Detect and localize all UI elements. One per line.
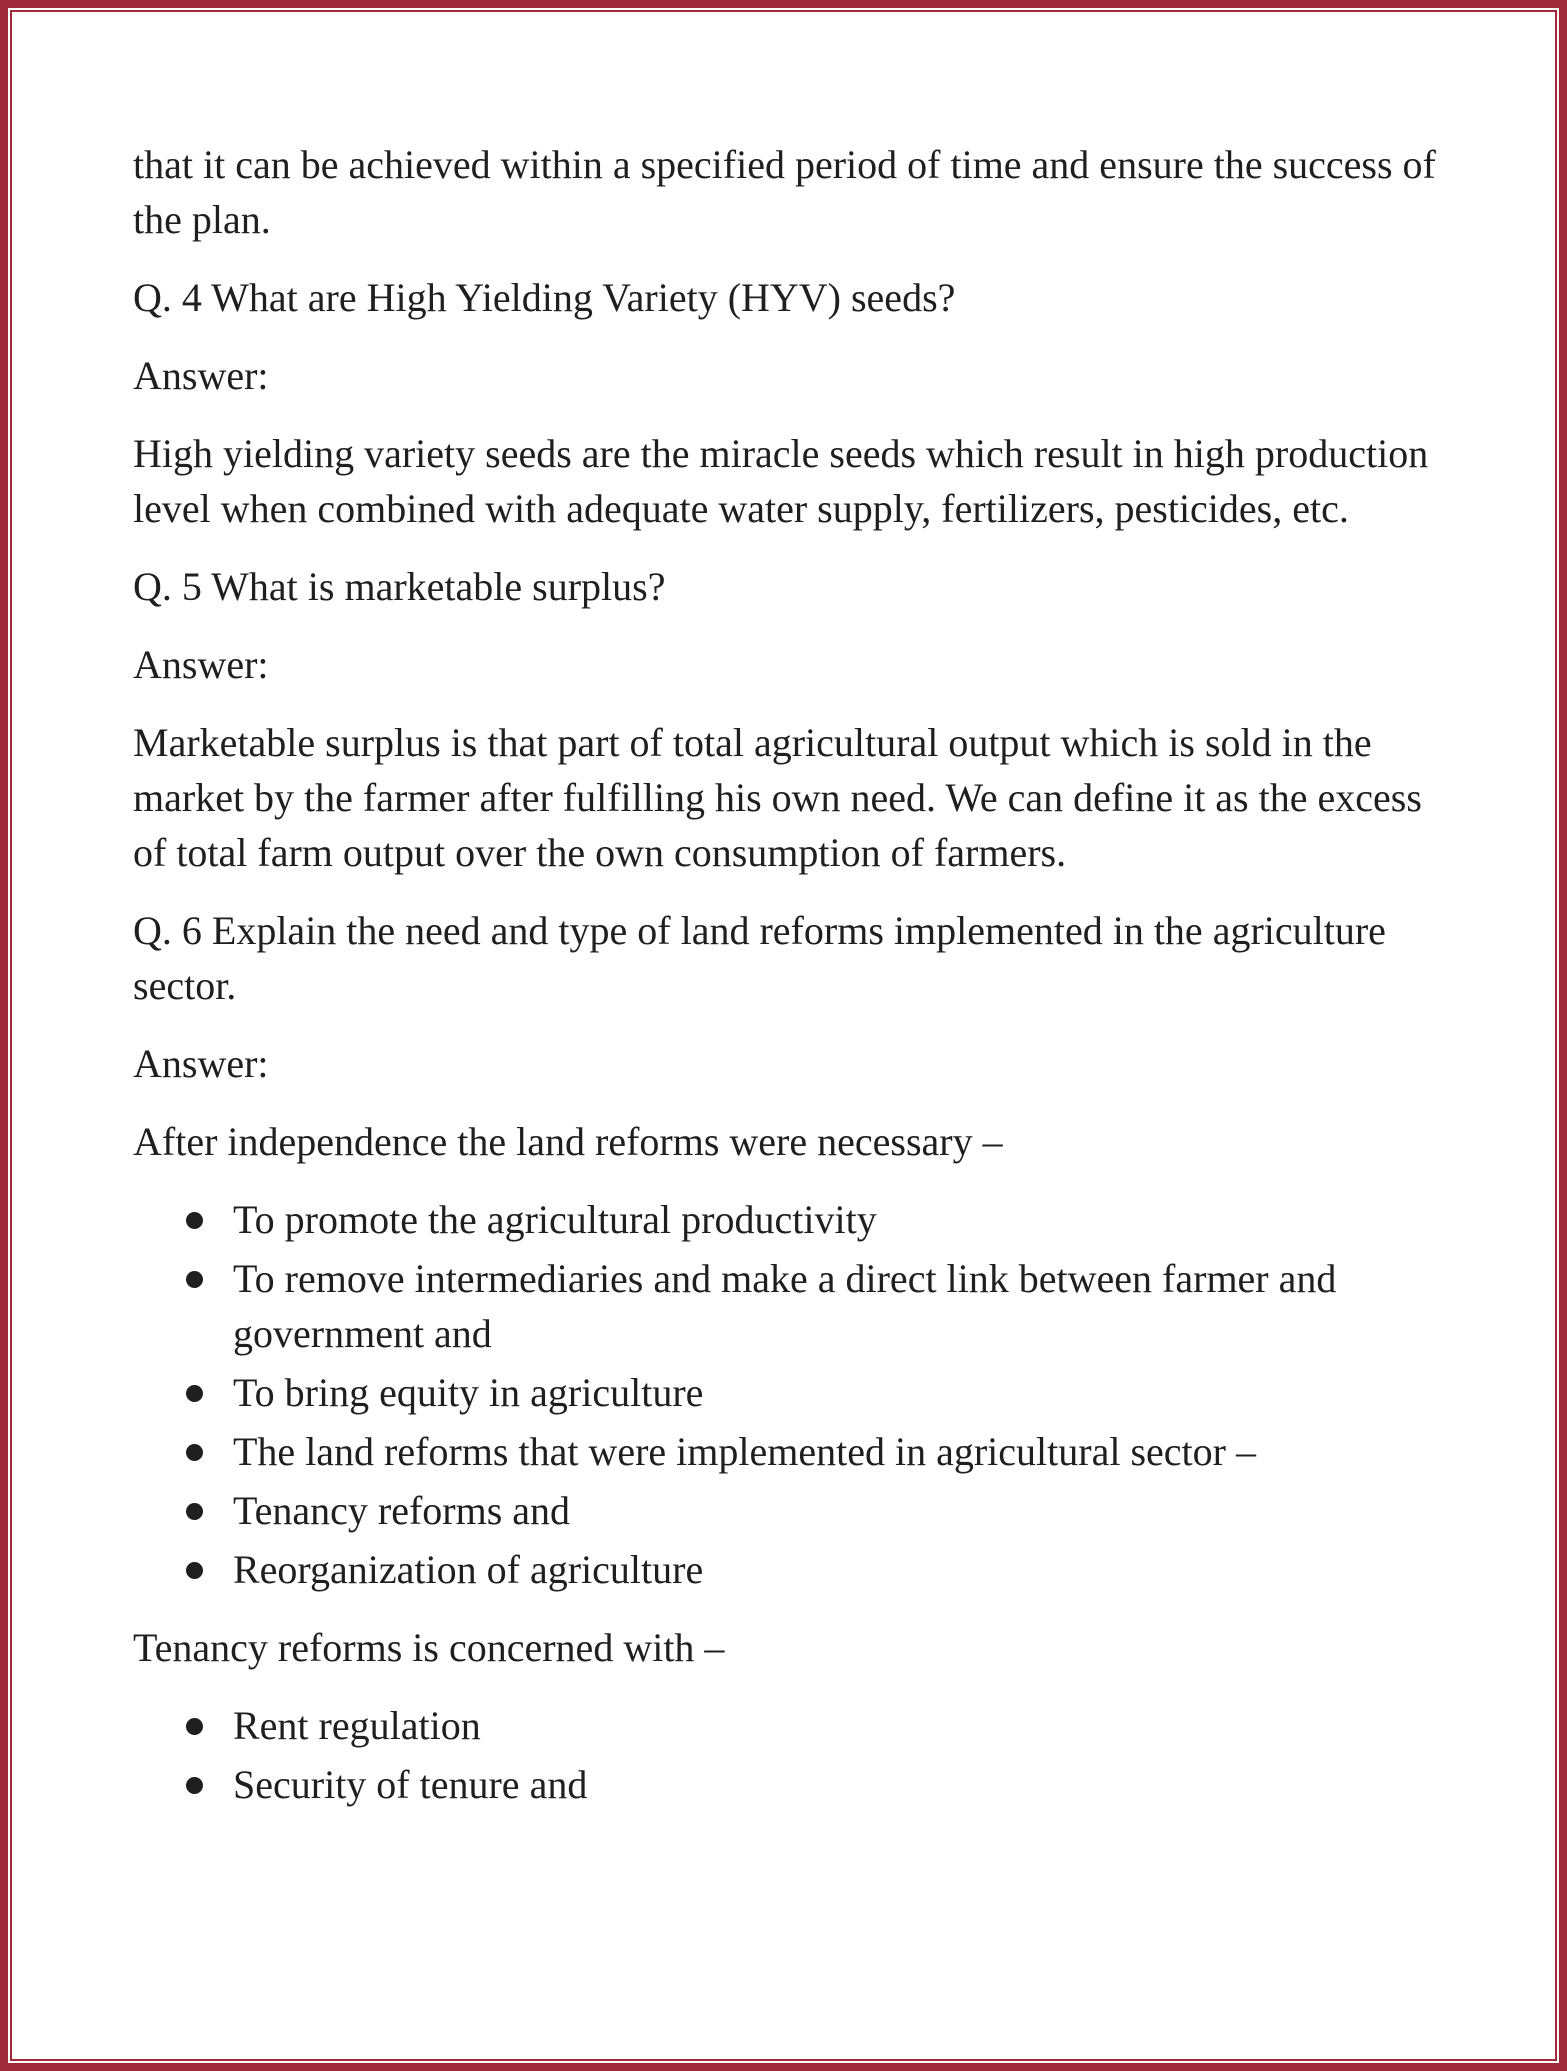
list-item	[133, 1424, 1453, 1479]
land-reform-need-list	[133, 1192, 1453, 1597]
answer-label: Answer:	[133, 353, 269, 398]
bullet-icon	[186, 1718, 203, 1735]
list-item-text: To bring equity in agriculture	[233, 1370, 704, 1415]
list-item	[133, 1757, 1453, 1812]
question-6: Q. 6 Explain the need and type of land reforms implemented in the agriculture sector.	[133, 908, 1386, 1008]
question-5: Q. 5 What is marketable surplus?	[133, 564, 666, 609]
list-item-text: Reorganization of agriculture	[233, 1547, 704, 1592]
list-item-text: To remove intermediaries and make a direct link between farmer and government and	[233, 1256, 1337, 1356]
bullet-icon	[186, 1444, 203, 1461]
list-item	[133, 1251, 1453, 1361]
tenancy-reforms-intro: Tenancy reforms is concerned with –	[133, 1625, 725, 1670]
list-item	[133, 1698, 1453, 1753]
list-item-text: To promote the agricultural productivity	[233, 1197, 877, 1242]
paragraph-continuation: that it can be achieved within a specified period of time and ensure the success of the plan.	[133, 142, 1436, 242]
list-item-text: Rent regulation	[233, 1703, 481, 1748]
tenancy-reforms-list	[133, 1698, 1453, 1812]
list-item	[133, 1365, 1453, 1420]
list-item-text: Security of tenure and	[233, 1762, 588, 1807]
bullet-icon	[186, 1503, 203, 1520]
answer-4-text: High yielding variety seeds are the miracle seeds which result in high production level when combined with adequate water supply, fertilizers, pesticides, etc.	[133, 431, 1429, 531]
document-page	[133, 137, 1453, 1835]
answer-label: Answer:	[133, 1041, 269, 1086]
question-4: Q. 4 What are High Yielding Variety (HYV) seeds?	[133, 275, 956, 320]
list-item-text: Tenancy reforms and	[233, 1488, 571, 1533]
list-item-text: The land reforms that were implemented in agricultural sector –	[233, 1429, 1256, 1474]
bullet-icon	[186, 1212, 203, 1229]
list-item	[133, 1542, 1453, 1597]
answer-5-text: Marketable surplus is that part of total agricultural output which is sold in the market by the farmer after fulfilling his own need. We can define it as the excess of total farm output over the own consumption of farmers.	[133, 720, 1422, 875]
answer-label: Answer:	[133, 642, 269, 687]
bullet-icon	[186, 1777, 203, 1794]
list-item	[133, 1483, 1453, 1538]
bullet-icon	[186, 1271, 203, 1288]
bullet-icon	[186, 1562, 203, 1579]
answer-6-intro: After independence the land reforms were necessary –	[133, 1119, 1003, 1164]
list-item	[133, 1192, 1453, 1247]
bullet-icon	[186, 1385, 203, 1402]
